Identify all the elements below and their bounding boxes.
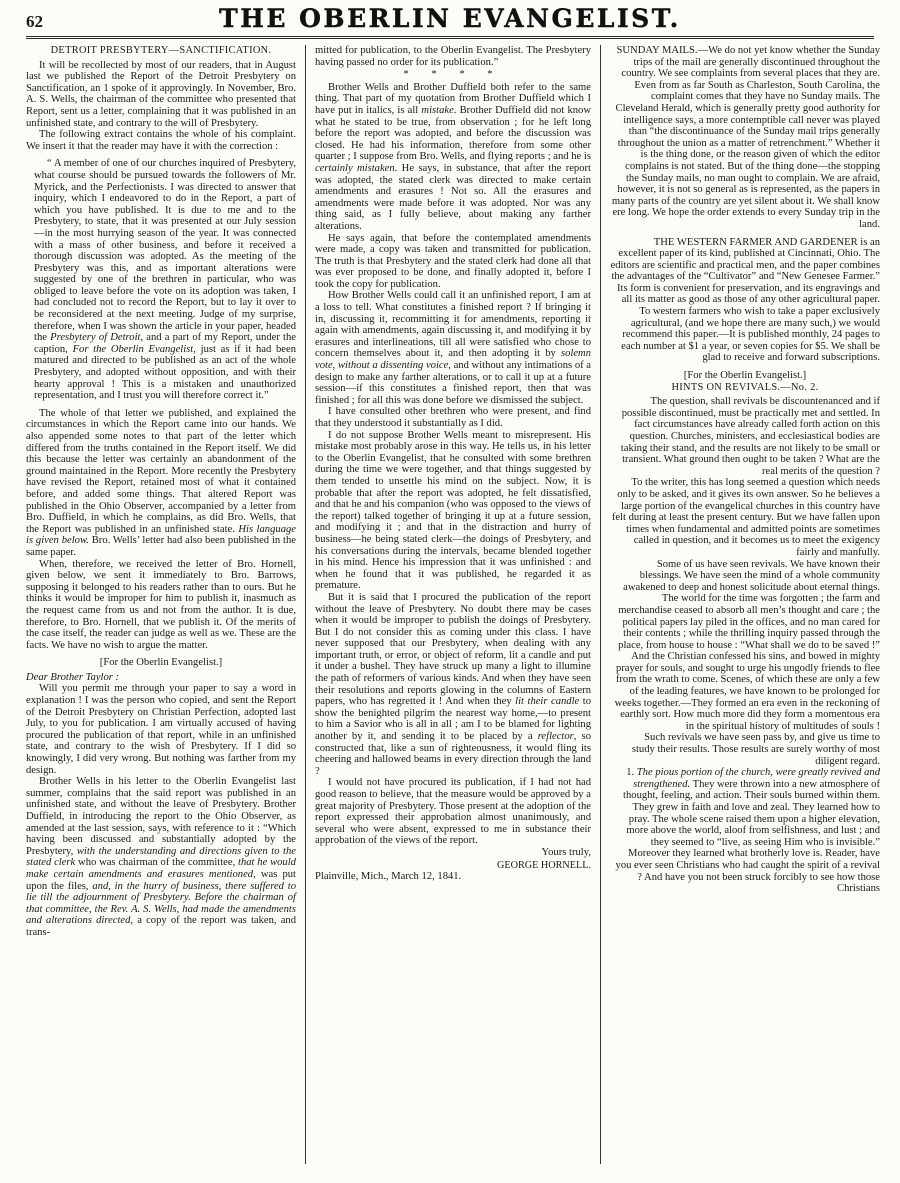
western-farmer-item: THE WESTERN FARMER AND GARDENER is an excellent paper of its kind, published at Cincinnati, Ohio. The editors are scientific and practical men, and the paper combines the advantages of the “Cultivator” and “New Genesee Farmer.” Its form is convenient for preservation, and its engravings and all its matter as good as those of any other agricultural paper. To western farmers who wish to take a paper exclusively agricultural, (and we hope there are many such,) we would recommend this paper.—It is published monthly, 24 pages to each number at $1 a year, or seven copies for $5. We shall be glad to receive and forward subscriptions. [610,236,880,364]
block-quote: “ A member of one of our churches inquired of Presbytery, what course should be pursued towards the followers of Mr. Myrick, and the Perfectionists. I was directed to answer that inquiry, which I endeavored to do in the Report, a part of which you have published. It is due to me and to the Presbytery, to state, that it was presented at our July session—in the most hurrying season of the year. It was connected with a mass of other business, and before it received a thorough discussion was adopted. As the meeting of the Presbytery was this, and as important alterations were suggested by one of the brethren in particular, who was obliged to leave before the vote on its adoption was taken, I had concluded not to record the Report, but to lay it over to be reconsidered at the next meeting. Judge of my surprise, therefore, when I was shown the article in your paper, headed the Presbytery of Detroit, and a part of my Report, under the caption, For the Oberlin Evangelist, just as if it had been matured and directed to be published as an act of the whole Presbytery, and adopted without opposition, and with their hearty approval ! This is a mistaken and unauthorized representation, and I trust you will therefore correct it.” [34,158,297,402]
page-number: 62 [26,12,43,31]
paragraph: The question, shall revivals be discountenanced and if possible discontinued, must be practically met and settled. In fact circumstances have already called forth action on this question. Churches, ministers, and ecclesiastical bodies are taking their stand, and the results are not likely to be small or transient. What ground then ought to be taken ? What are the real merits of the question ? [620,396,880,477]
article-heading-detroit-presbytery: DETROIT PRESBYTERY—SANCTIFICATION. [50,45,272,56]
paragraph: Brother Wells and Brother Duffield both refer to the same thing. That part of my quotation from Brother Duffield which I have put in italics, is all mistake. Brother Duffield did not know what he stated to be true, from observation ; for he left long before the report was adopted, and before the discussion was closed. He had his information, therefore from some other quarter ; I suppose from Bro. Wells, and flying reports ; and he is certainly mistaken. He says, in substance, that after the report was adopted, the stated clerk was directed to make certain amendments and erasures ! Not so. All the erasures and amendments were made before it was adopted. Nor was any thing said, as I fully believe, about making any farther alterations. [315,81,591,232]
paragraph: But it is said that I procured the publication of the report without the leave of Presbytery. No doubt there may be cases when it would be improper to publish the doings of Presbytery. But I do not consider this as coming under this class. I have never supposed that our Presbytery, when dealing with any important truth, or error, or object of reform, lit a candle and put it under a bushel. They have struck up many a light to illumine the path of reformers of various kinds. And when they have seen their resolutions and reports glowing in the columns of Eastern papers, who has regretted it ! And when they lit their candle to show the benighted pilgrim the nearest way home,—to present to him a Savior who is all in all ; am I to be blamed for lighting another by it, and sending it to be placed by a reflector, so constructed that, like a sun of righteousness, it would fling its cheering and hallowed beams in every direction through the land ? [315,591,592,777]
paragraph: mitted for publication, to the Oberlin Evangelist. The Presbytery having passed no order for its publication.” [315,45,591,68]
letter-dateline: Plainville, Mich., March 12, 1841. [315,871,462,883]
publication-title: THE OBERLIN EVANGELIST. [219,4,681,33]
paragraph: I have consulted other brethren who were present, and find that they understood it substantially as I did. [315,406,591,429]
article-credit-line: [For the Oberlin Evangelist.] [683,370,807,382]
salutation: Dear Brother Taylor : [26,671,120,683]
masthead [0,0,900,34]
masthead-rule [26,36,874,37]
paragraph: Moreover they learned what brotherly love is. Reader, have you ever seen Christians who had caught the spirit of a revival ? And have you not been struck forcibly to see how those Christians [615,848,880,895]
paragraph: How Brother Wells could call it an unfinished report, I am at a loss to tell. What constitutes a finished report ? If bringing it in, discussing it, recommitting it for amendments, reporting it again with amendments, again discussing it, and modifying it by erasures and interlineations, till all were satisfied who chose to concern themselves about it, and then adopting it by solemn vote, without a dissenting voice, and without any intimations of a design to make any farther alterations, or to call it up at a future session—if this constitutes a finished report, then that was finished ; for all this was done before we dismissed the subject. [315,290,592,406]
sunday-mails-item: SUNDAY MAILS.—We do not yet know whether the Sunday trips of the mail are generally discontinued throughout the country. We see complaints from several places that they are. Even from as far South as Charleston, South Carolina, the complaint comes that they have no Sunday mails. The Cleveland Herald, which is generally pretty good authority for intelligence says, a more contemptible call never was played than “the discontinuance of the Sunday mail trips generally throughout the union as a matter of retrenchment.” Whether it is the thing done, or the reason given of which the editor complains is not stated. But of the thing done—the stopping the Sunday mails, no man ought to complain. We are afraid, however, it is not so general as is represented, as the papers in many parts of the country are yet silent about it. We shall know ere long. We hope the order extends to every Sunday trip in the land. [611,45,880,230]
numbered-list-item: 1. The pious portion of the church, were greatly revived and strengthened. They were thrown into a new atmosphere of thought, feeling, and action. Their souls burned within them. They grew in faith and love and zeal. They learned how to pray. The whole scene raised them upon a higher elevation, more above the world, aloof from selfishness, and lust ; and they seemed to “live, as seeing Him who is invisible.” [623,767,880,848]
paragraph: Some of us have seen revivals. We have known their blessings. We have seen the mind of a whole community awakened to deep and honest solicitude about eternal things. The world for the time was forgotten ; the farm and merchandise ceased to absorb all men’s thought and care ; the political papers lay piled in the offices, and no man cared for their contents ; while the thrilling inquiry passed through the place, from house to house : “What shall we do to be saved !” And the Christian confessed his sins, and bowed in mighty prayer for souls, and sought to urge his ungodly friends to flee from the wrath to come. Scenes, of which these are only a few of the leading features, we have known to be prolonged for weeks together.—They formed an era even in the reckoning of earthly sort. How much more did they form a momentous era in the spiritual history of multitudes of souls ! [614,558,880,732]
column-middle [305,45,601,1164]
paragraph: I do not suppose Brother Wells meant to misrepresent. His mistake most probably arose in this way. He tells us, in his letter to the Oberlin Evangelist, that he consulted with some brethren during the time we were together, and that things suggested by them tended to unsettle his mind on the subject. Now, it is probable that after the report was adopted, he felt dissatisfied, and that he and his companion (who was opposed to the views of the report) talked together of bringing it up at a future session, and modifying it ; and that in the distraction and hurry of business—he being stated clerk—the doings of Presbytery, and his conversations during the intervals, became blended together in his mind. Hence his impression that it was unfinished : and when he found that it was published, he regarded it as premature. [315,429,591,592]
paragraph: Will you permit me through your paper to say a word in explanation ! I was the person who copied, and sent the Report of the Detroit Presbytery on Christian Perfection, adopted last July, to you for publication. I am virtually accused of having procured the publication of that report, while in an unfinished state, and contrary to the wish of Presbytery. If I did so knowingly, I did very wrong. But nothing was farther from my design. [26,683,296,776]
paragraph: The whole of that letter we published, and explained the circumstances in which the Report came into our hands. We also appended some notes to that part of the letter which differed from the truths contained in the Report itself. We did this because the letter was certainly an abandonment of the ground maintained in the Report. More recently the Presbytery have revised the Report, retained most of what it contained before, and added some things. That altered Report was published in the Ohio Observer, accompanied by a letter from Bro. Duffield, in which he complains, as did Bro. Wells, that the Report was published in an unfinished state. His language is given below. Bro. Wells’ letter had also been published in the same paper. [26,407,296,558]
paragraph: Such revivals we have seen pass by, and give us time to study their results. Those results are surely worthy of most diligent regard. [631,732,880,767]
column-right [601,45,880,1164]
section-divider-asterisks: * * * * [403,69,503,81]
paragraph: It will be recollected by most of our readers, that in August last we published the Report of the Detroit Presbytery on Sanctification, an 1 spoke of it approvingly. In November, Bro. A. S. Wells, the chairman of the committee who presented that Report, sent us a letter, complaining that it was published in an unfinished state, and contrary to the will of Presbytery. [26,59,296,129]
article-heading-hints-on-revivals: HINTS ON REVIVALS.—No. 2. [671,381,819,393]
paragraph: Brother Wells in his letter to the Oberlin Evangelist last summer, complains that the said report was published in an unfinished state, and without the leave of Presbytery. Brother Duffield, in introducing the report to the Ohio Observer, as amended at the last session, says, with reference to it : “Which having been discussed and substantially adopted by the Presbytery, with the understanding and directions given to the stated clerk who was chairman of the committee, that he would make certain amendments and erasures mentioned, was put upon the files, and, in the hurry of business, there suffered to lie till the adjournment of Presbytery. Before the chairman of that committee, the Rev. A. S. Wells, had made the amendments and alterations directed, a copy of the report was taken, and trans- [26,776,296,938]
paragraph: I would not have procured its publication, if I had not had good reason to believe, that the measure would be approved by a great majority of Presbytery. Those present at the adoption of the report expressed their approbation almost unanimously, and several who were absent, expressed to me in substance their approbation of the views of the report. [315,777,591,847]
article-columns [0,39,900,1174]
paragraph: To the writer, this has long seemed a question which needs only to be asked, and it gives its own answer. So he believes a large portion of the evangelical churches in this country have felt during at least the present century. But we have fallen upon times when fundamental and admitted points are sometimes called in question, and it becomes us to meet the exigency fairly and manfully. [611,477,880,558]
letter-signature: GEORGE HORNELL. [497,859,591,871]
paragraph: The following extract contains the whole of his complaint. We insert it that the reader may have it with the correction : [26,129,296,152]
column-left [26,45,305,1164]
paragraph: When, therefore, we received the letter of Bro. Hornell, given below, we sent it immediately to Bro. Barrows, supposing it belonged to his readers rather than to ours. But he thinks it would be improper for him to publish it, inasmuch as the request came from us and not from the author. It is due, therefore, to Bro. Hornell, that we publish it. Of the merits of the case itself, the reader can judge as well as we. These are the facts. We have no wish to argue the matter. [26,558,296,651]
letter-closing: Yours truly, [541,846,591,858]
paragraph: He says again, that before the contemplated amendments were made, a copy was taken and transmitted for publication. The truth is that Presbytery and the stated clerk had done all that was ever proposed to be done, and finally adopted it, before I took the copy for publication. [315,232,591,290]
article-credit-line: [For the Oberlin Evangelist.] [99,657,223,669]
